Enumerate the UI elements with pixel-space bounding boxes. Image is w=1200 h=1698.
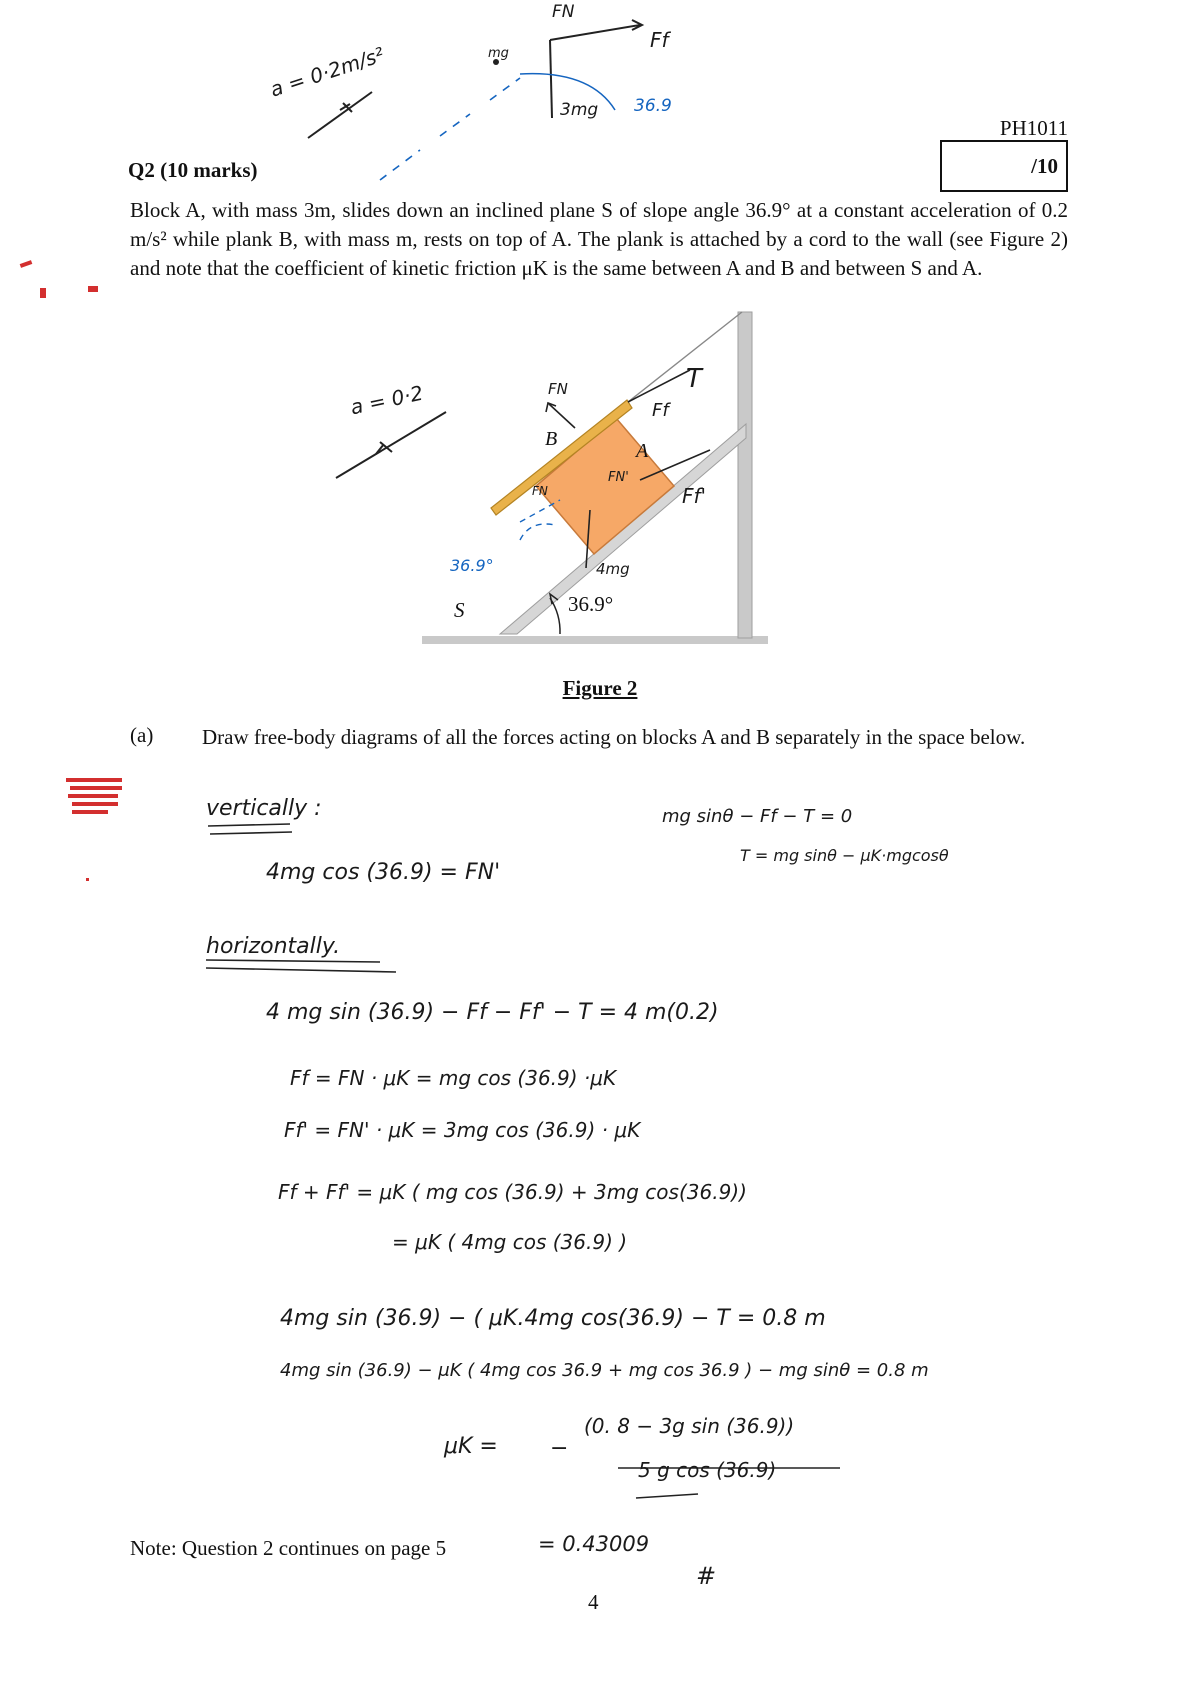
accel-arrow-fig — [336, 412, 446, 478]
fig-fn-top: FN — [548, 380, 568, 398]
question-body: Block A, with mass 3m, slides down an inclined plane S of slope angle 36.9° at a constant acceleration of 0.2 m/s² while plank B, with mass m, rests on top of A. The plank is attached by a cord to the wall (see Figure 2) and note that the coefficient of kinetic friction μK is the same between A and B and between S and A. — [130, 198, 1068, 280]
fig-fn-prime: FN' — [608, 470, 629, 485]
fig-accel: a = 0·2 — [348, 380, 426, 420]
fig-angle-blue: 36.9° — [450, 556, 494, 575]
top-angle: 36.9 — [634, 96, 672, 116]
label-B: B — [545, 428, 558, 450]
horizontally-heading: horizontally. — [206, 934, 341, 959]
weight-arrow — [550, 40, 552, 118]
margin-marks — [20, 260, 122, 881]
label-S: S — [454, 598, 465, 622]
score-value: /10 — [1031, 154, 1058, 178]
friction-top-arrow — [628, 370, 690, 402]
figure-caption: Figure 2 — [562, 676, 638, 700]
mu-label: μK = — [444, 1434, 498, 1459]
horizontally-underline — [206, 960, 396, 972]
accel-head-icon — [376, 442, 392, 454]
top-3mg: 3mg — [560, 100, 599, 120]
vertically-heading: vertically : — [206, 796, 322, 821]
arrow-head-icon — [546, 403, 556, 412]
vertical-equation: 4mg cos (36.9) = FN' — [266, 860, 501, 885]
continuation-note: Note: Question 2 continues on page 5 — [130, 1536, 447, 1560]
result-value: = 0.43009 — [538, 1532, 650, 1556]
vertically-underline — [208, 824, 292, 834]
friction-arrow — [550, 25, 640, 40]
fig-ff-prime: Ff' — [682, 484, 707, 508]
part-a-label: (a) — [130, 723, 154, 747]
fraction-denominator: 5 g cos (36.9) — [638, 1458, 777, 1482]
accel-arrow-line — [308, 92, 372, 138]
ground-plate — [422, 636, 768, 644]
incline-dashed-line — [380, 78, 520, 180]
fig-tension: T — [686, 364, 702, 394]
equation-3: Ff' = FN' · μK = 3mg cos (36.9) · μK — [284, 1118, 641, 1142]
plank-equation-2: T = mg sinθ − μK·mgcosθ — [740, 846, 949, 865]
equation-1: 4 mg sin (36.9) − Ff − Ff' − T = 4 m(0.2) — [266, 1000, 719, 1025]
fig-fn-inner: FN — [532, 484, 548, 498]
final-mark: # — [696, 1562, 717, 1590]
top-mg: mg — [488, 46, 509, 61]
question-title: Q2 (10 marks) — [128, 158, 258, 182]
top-accel: a = 0·2m/s² — [267, 42, 388, 102]
plank-equation-1: mg sinθ − Ff − T = 0 — [662, 806, 853, 827]
equation-7: 4mg sin (36.9) − μK ( 4mg cos 36.9 + mg cos 36.9 ) − mg sinθ = 0.8 m — [280, 1360, 929, 1381]
course-code: PH1011 — [999, 116, 1068, 140]
page-number: 4 — [588, 1590, 599, 1614]
equation-2: Ff = FN · μK = mg cos (36.9) ·μK — [290, 1066, 617, 1090]
equation-6: 4mg sin (36.9) − ( μK.4mg cos(36.9) − T = 0.8 m — [280, 1306, 826, 1331]
minus-sign: − — [550, 1436, 569, 1461]
top-ff: Ff — [650, 28, 669, 52]
wall-post — [738, 312, 752, 638]
denominator-underline — [636, 1494, 698, 1498]
normal-force-arrow — [549, 404, 575, 428]
equation-5: = μK ( 4mg cos (36.9) ) — [392, 1230, 628, 1254]
angle-label: 36.9° — [568, 592, 614, 616]
fig-ff-top: Ff — [652, 400, 669, 421]
label-A: A — [636, 440, 649, 462]
top-fn: FN — [552, 2, 575, 22]
cord — [628, 312, 742, 402]
part-a-text: Draw free-body diagrams of all the forces acting on blocks A and B separately in the space below. — [202, 725, 1026, 749]
fig-4mg: 4mg — [596, 560, 630, 578]
fraction-numerator: (0. 8 − 3g sin (36.9)) — [584, 1414, 795, 1438]
equation-4: Ff + Ff' = μK ( mg cos (36.9) + 3mg cos(36.9)) — [278, 1180, 747, 1204]
